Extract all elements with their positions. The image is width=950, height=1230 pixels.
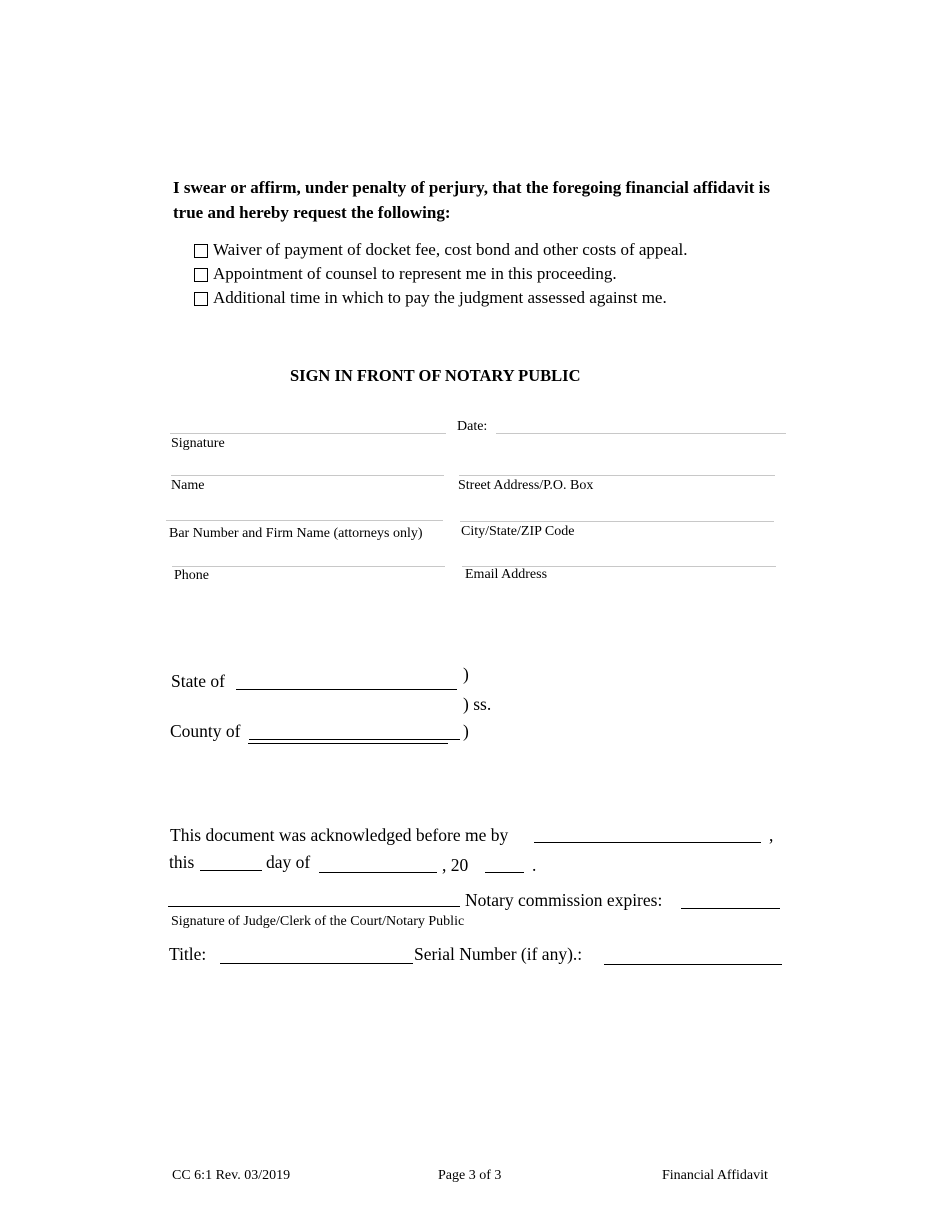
phone-line[interactable] xyxy=(172,566,445,567)
street-label: Street Address/P.O. Box xyxy=(458,478,594,493)
venue-ss: ) ss. xyxy=(463,694,492,714)
county-label: County of xyxy=(170,721,241,741)
county-line[interactable] xyxy=(249,739,460,740)
date-line[interactable] xyxy=(496,433,786,434)
notary-heading: SIGN IN FRONT OF NOTARY PUBLIC xyxy=(290,366,581,385)
bar-number-line[interactable] xyxy=(166,520,443,521)
city-line[interactable] xyxy=(460,521,774,522)
waiver-option-label: Waiver of payment of docket fee, cost bond and other costs of appeal. xyxy=(213,240,688,259)
counsel-checkbox[interactable] xyxy=(194,268,208,282)
state-label: State of xyxy=(171,671,225,691)
name-label: Name xyxy=(171,478,205,493)
title-line[interactable] xyxy=(220,963,413,964)
form-number: CC 6:1 Rev. 03/2019 xyxy=(172,1168,291,1183)
commission-expires-label: Notary commission expires: xyxy=(465,890,663,910)
document-title: Financial Affidavit xyxy=(662,1168,768,1183)
month-line[interactable] xyxy=(319,872,437,873)
signature-label: Signature xyxy=(171,436,225,451)
serial-number-label: Serial Number (if any).: xyxy=(414,944,583,964)
email-label: Email Address xyxy=(465,567,548,582)
page-number: Page 3 of 3 xyxy=(438,1168,502,1183)
serial-number-line[interactable] xyxy=(604,964,782,965)
bar-number-label: Bar Number and Firm Name (attorneys only) xyxy=(169,526,423,541)
signature-line[interactable] xyxy=(170,433,446,434)
year-prefix: , 20 xyxy=(442,855,469,875)
city-label: City/State/ZIP Code xyxy=(461,524,575,539)
name-line[interactable] xyxy=(171,475,444,476)
date-label: Date: xyxy=(457,419,488,434)
state-line[interactable] xyxy=(236,689,457,690)
waiver-checkbox[interactable] xyxy=(194,244,208,258)
venue-paren-1: ) xyxy=(463,664,469,684)
additional-time-checkbox[interactable] xyxy=(194,292,208,306)
county-underline xyxy=(248,743,448,744)
notary-signature-label: Signature of Judge/Clerk of the Court/Notary Public xyxy=(171,914,465,929)
title-label: Title: xyxy=(169,944,207,964)
this-label: this xyxy=(169,852,195,872)
acknowledged-by-line[interactable] xyxy=(534,842,761,843)
additional-time-option-label: Additional time in which to pay the judgment assessed against me. xyxy=(213,288,667,307)
acknowledged-text: This document was acknowledged before me by xyxy=(170,825,509,845)
day-of-label: day of xyxy=(266,852,311,872)
date-period: . xyxy=(532,855,537,875)
street-line[interactable] xyxy=(459,475,775,476)
day-line[interactable] xyxy=(200,870,262,871)
year-line[interactable] xyxy=(485,872,524,873)
counsel-option-label: Appointment of counsel to represent me in this proceeding. xyxy=(213,264,617,283)
commission-expires-line[interactable] xyxy=(681,908,780,909)
notary-signature-line[interactable] xyxy=(168,906,460,907)
phone-label: Phone xyxy=(174,568,209,583)
acknowledged-comma: , xyxy=(769,825,774,845)
affirmation-statement: I swear or affirm, under penalty of perjury, that the foregoing financial affidavit is true and hereby request the following: xyxy=(173,178,771,222)
venue-paren-2: ) xyxy=(463,721,469,741)
